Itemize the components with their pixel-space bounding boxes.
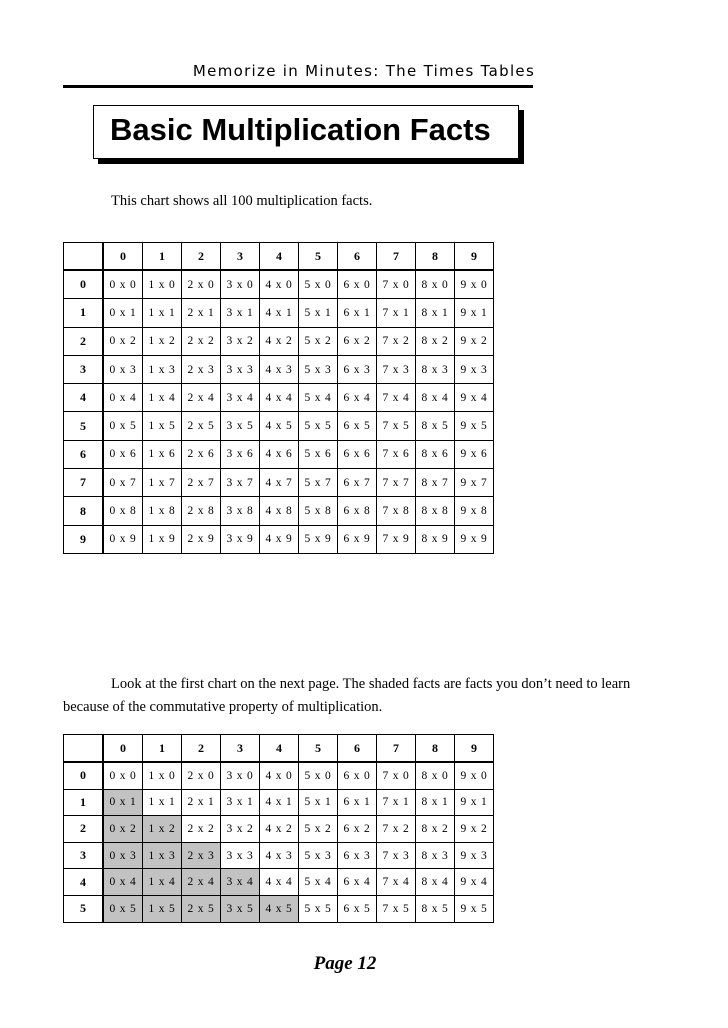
fact-cell: 7 x 6 xyxy=(377,441,416,469)
table-row xyxy=(64,843,493,870)
table-row xyxy=(64,299,493,327)
fact-cell: 5 x 1 xyxy=(299,299,338,327)
fact-cell: 1 x 7 xyxy=(143,469,182,497)
fact-cell: 4 x 2 xyxy=(260,816,299,843)
fact-cell: 5 x 7 xyxy=(299,469,338,497)
shaded-fact-cell: 3 x 5 xyxy=(221,896,260,922)
fact-cell: 3 x 4 xyxy=(221,384,260,412)
fact-cell: 8 x 4 xyxy=(416,869,455,896)
fact-cell: 0 x 0 xyxy=(104,271,143,299)
fact-cell: 6 x 3 xyxy=(338,843,377,870)
fact-cell: 3 x 6 xyxy=(221,441,260,469)
table-row xyxy=(64,469,493,497)
row-header: 6 xyxy=(64,441,104,469)
table-row xyxy=(64,497,493,525)
fact-cell: 3 x 1 xyxy=(221,790,260,817)
table-row xyxy=(64,896,493,922)
fact-cell: 9 x 1 xyxy=(455,790,493,817)
fact-cell: 5 x 6 xyxy=(299,441,338,469)
fact-cell: 6 x 5 xyxy=(338,896,377,922)
page-number: Page 12 xyxy=(313,953,377,974)
table-row xyxy=(64,441,493,469)
fact-cell: 0 x 1 xyxy=(104,299,143,327)
fact-cell: 2 x 0 xyxy=(182,763,221,790)
fact-cell: 3 x 7 xyxy=(221,469,260,497)
table-row xyxy=(64,816,493,843)
fact-cell: 3 x 2 xyxy=(221,816,260,843)
explanation-paragraph xyxy=(63,673,663,719)
fact-cell: 1 x 1 xyxy=(143,790,182,817)
fact-cell: 8 x 8 xyxy=(416,497,455,525)
fact-cell: 4 x 8 xyxy=(260,497,299,525)
row-header: 2 xyxy=(64,816,104,843)
row-header: 4 xyxy=(64,384,104,412)
fact-cell: 3 x 1 xyxy=(221,299,260,327)
fact-cell: 0 x 9 xyxy=(104,526,143,553)
fact-cell: 8 x 2 xyxy=(416,816,455,843)
fact-cell: 2 x 7 xyxy=(182,469,221,497)
multiplication-table-shaded xyxy=(63,734,494,923)
row-header: 4 xyxy=(64,869,104,896)
fact-cell: 6 x 7 xyxy=(338,469,377,497)
fact-cell: 5 x 4 xyxy=(299,384,338,412)
fact-cell: 6 x 8 xyxy=(338,497,377,525)
fact-cell: 2 x 0 xyxy=(182,271,221,299)
row-header: 7 xyxy=(64,469,104,497)
table-row xyxy=(64,869,493,896)
column-header: 6 xyxy=(338,735,377,763)
fact-cell: 7 x 9 xyxy=(377,526,416,553)
explanation-text: Look at the first chart on the next page. The shaded facts are facts you don’t need to learn because of the commutative property of multiplication. xyxy=(63,676,631,715)
fact-cell: 7 x 2 xyxy=(377,328,416,356)
column-header: 5 xyxy=(299,735,338,763)
intro-text: This chart shows all 100 multiplication facts. xyxy=(111,193,373,209)
fact-cell: 0 x 6 xyxy=(104,441,143,469)
table-row xyxy=(64,763,493,790)
column-header: 4 xyxy=(260,243,299,271)
fact-cell: 1 x 4 xyxy=(143,384,182,412)
fact-cell: 6 x 4 xyxy=(338,869,377,896)
fact-cell: 3 x 0 xyxy=(221,763,260,790)
fact-cell: 7 x 2 xyxy=(377,816,416,843)
table-row xyxy=(64,271,493,299)
fact-cell: 4 x 0 xyxy=(260,271,299,299)
fact-cell: 8 x 9 xyxy=(416,526,455,553)
table-row xyxy=(64,526,493,553)
fact-cell: 4 x 6 xyxy=(260,441,299,469)
fact-cell: 8 x 6 xyxy=(416,441,455,469)
row-header: 3 xyxy=(64,843,104,870)
corner-cell xyxy=(64,243,104,271)
fact-cell: 1 x 6 xyxy=(143,441,182,469)
fact-cell: 7 x 1 xyxy=(377,299,416,327)
row-header: 1 xyxy=(64,790,104,817)
fact-cell: 2 x 1 xyxy=(182,790,221,817)
fact-cell: 7 x 3 xyxy=(377,356,416,384)
column-header: 0 xyxy=(104,243,143,271)
fact-cell: 9 x 5 xyxy=(460,902,488,915)
shaded-fact-cell: 2 x 3 xyxy=(182,843,221,870)
table-row xyxy=(64,356,493,384)
fact-cell: 3 x 5 xyxy=(221,412,260,440)
fact-cell: 5 x 1 xyxy=(299,790,338,817)
column-header-row xyxy=(64,243,493,271)
fact-cell: 8 x 1 xyxy=(416,790,455,817)
fact-cell: 1 x 8 xyxy=(143,497,182,525)
fact-cell: 2 x 9 xyxy=(182,526,221,553)
fact-cell: 4 x 7 xyxy=(260,469,299,497)
page-title: Basic Multiplication Facts xyxy=(110,112,491,147)
fact-cell: 4 x 0 xyxy=(260,763,299,790)
row-header: 0 xyxy=(64,763,104,790)
fact-cell: 2 x 6 xyxy=(182,441,221,469)
fact-cell: 0 x 0 xyxy=(104,763,143,790)
fact-cell: 5 x 2 xyxy=(299,816,338,843)
fact-cell: 7 x 4 xyxy=(377,384,416,412)
shaded-fact-cell: 0 x 5 xyxy=(104,896,143,922)
fact-cell: 5 x 3 xyxy=(299,356,338,384)
fact-cell: 4 x 9 xyxy=(260,526,299,553)
column-header: 9 xyxy=(455,735,493,763)
table-row xyxy=(64,328,493,356)
fact-cell: 6 x 4 xyxy=(338,384,377,412)
table-row xyxy=(64,384,493,412)
fact-cell: 8 x 4 xyxy=(416,384,455,412)
row-header: 8 xyxy=(64,497,104,525)
table-row xyxy=(64,412,493,440)
fact-cell: 4 x 1 xyxy=(260,299,299,327)
fact-cell: 8 x 0 xyxy=(416,271,455,299)
fact-cell: 6 x 0 xyxy=(338,763,377,790)
column-header: 3 xyxy=(221,735,260,763)
fact-cell: 3 x 9 xyxy=(221,526,260,553)
fact-cell: 2 x 5 xyxy=(182,412,221,440)
fact-cell: 4 x 5 xyxy=(260,412,299,440)
fact-cell: 5 x 0 xyxy=(299,271,338,299)
fact-cell: 1 x 0 xyxy=(143,763,182,790)
fact-cell: 5 x 8 xyxy=(299,497,338,525)
fact-cell: 9 x 0 xyxy=(455,271,493,299)
fact-cell: 7 x 3 xyxy=(377,843,416,870)
fact-cell: 7 x 0 xyxy=(377,271,416,299)
shaded-fact-cell: 1 x 5 xyxy=(143,896,182,922)
column-header: 5 xyxy=(299,243,338,271)
fact-cell: 1 x 2 xyxy=(143,328,182,356)
fact-cell: 4 x 4 xyxy=(260,869,299,896)
row-header: 5 xyxy=(64,896,104,922)
fact-cell: 2 x 1 xyxy=(182,299,221,327)
row-header: 9 xyxy=(64,526,104,553)
column-header: 9 xyxy=(455,243,493,271)
fact-cell: 3 x 8 xyxy=(221,497,260,525)
fact-cell: 2 x 3 xyxy=(182,356,221,384)
shaded-fact-cell: 2 x 5 xyxy=(182,896,221,922)
row-header: 1 xyxy=(64,299,104,327)
column-header: 8 xyxy=(416,735,455,763)
shaded-fact-cell: 0 x 3 xyxy=(104,843,143,870)
column-header: 1 xyxy=(143,243,182,271)
fact-cell: 1 x 0 xyxy=(143,271,182,299)
fact-cell: 9 x 6 xyxy=(455,441,493,469)
fact-cell: 3 x 0 xyxy=(221,271,260,299)
shaded-fact-cell: 0 x 4 xyxy=(104,869,143,896)
fact-cell: 3 x 3 xyxy=(221,843,260,870)
column-header: 2 xyxy=(182,243,221,271)
row-header: 5 xyxy=(64,412,104,440)
fact-cell: 9 x 1 xyxy=(455,299,493,327)
shaded-fact-cell: 3 x 4 xyxy=(221,869,260,896)
fact-cell: 9 x 4 xyxy=(455,869,493,896)
shaded-fact-cell: 2 x 4 xyxy=(182,869,221,896)
fact-cell: 7 x 1 xyxy=(377,790,416,817)
fact-cell: 5 x 3 xyxy=(299,843,338,870)
fact-cell: 8 x 5 xyxy=(416,896,455,922)
fact-cell: 9 x 7 xyxy=(455,469,493,497)
fact-cell: 6 x 0 xyxy=(338,271,377,299)
fact-cell: 4 x 2 xyxy=(260,328,299,356)
fact-cell: 8 x 3 xyxy=(416,843,455,870)
shaded-fact-cell: 1 x 2 xyxy=(143,816,182,843)
fact-cell: 0 x 5 xyxy=(104,412,143,440)
fact-cell: 1 x 1 xyxy=(143,299,182,327)
shaded-fact-cell: 1 x 3 xyxy=(143,843,182,870)
fact-cell: 9 x 0 xyxy=(455,763,493,790)
fact-cell: 0 x 4 xyxy=(104,384,143,412)
fact-cell: 9 x 3 xyxy=(455,843,493,870)
fact-cell: 6 x 1 xyxy=(338,790,377,817)
shaded-fact-cell: 0 x 1 xyxy=(104,790,143,817)
fact-cell: 9 x 8 xyxy=(455,497,493,525)
fact-cell: 5 x 4 xyxy=(299,869,338,896)
fact-cell: 9 x 2 xyxy=(455,328,493,356)
fact-cell: 9 x 4 xyxy=(455,384,493,412)
fact-cell: 2 x 2 xyxy=(182,328,221,356)
fact-cell: 6 x 6 xyxy=(338,441,377,469)
fact-cell: 6 x 3 xyxy=(338,356,377,384)
header-rule xyxy=(63,85,533,88)
running-header: Memorize in Minutes: The Times Tables xyxy=(192,62,536,80)
title-box xyxy=(93,105,519,159)
fact-cell: 2 x 2 xyxy=(182,816,221,843)
fact-cell: 7 x 0 xyxy=(377,763,416,790)
column-header: 7 xyxy=(377,243,416,271)
column-header-row xyxy=(64,735,493,763)
multiplication-table-full xyxy=(63,242,494,554)
fact-cell: 7 x 4 xyxy=(377,869,416,896)
fact-cell: 7 x 8 xyxy=(377,497,416,525)
fact-cell: 6 x 1 xyxy=(338,299,377,327)
fact-cell: 1 x 3 xyxy=(143,356,182,384)
fact-cell: 5 x 2 xyxy=(299,328,338,356)
shaded-fact-cell: 1 x 4 xyxy=(143,869,182,896)
fact-cell: 1 x 9 xyxy=(143,526,182,553)
fact-cell: 9 x 2 xyxy=(455,816,493,843)
fact-cell: 8 x 7 xyxy=(416,469,455,497)
fact-cell: 4 x 1 xyxy=(260,790,299,817)
fact-cell: 1 x 5 xyxy=(143,412,182,440)
fact-cell: 0 x 3 xyxy=(104,356,143,384)
corner-cell xyxy=(64,735,104,763)
column-header: 0 xyxy=(104,735,143,763)
row-header: 3 xyxy=(64,356,104,384)
fact-cell: 6 x 5 xyxy=(338,412,377,440)
fact-cell: 5 x 5 xyxy=(299,412,338,440)
fact-cell: 5 x 0 xyxy=(299,763,338,790)
fact-cell: 4 x 3 xyxy=(260,843,299,870)
fact-cell: 4 x 3 xyxy=(260,356,299,384)
column-header: 6 xyxy=(338,243,377,271)
fact-cell: 8 x 0 xyxy=(416,763,455,790)
fact-cell: 0 x 2 xyxy=(104,328,143,356)
fact-cell: 0 x 7 xyxy=(104,469,143,497)
fact-cell: 6 x 2 xyxy=(338,816,377,843)
fact-cell: 5 x 5 xyxy=(299,896,338,922)
fact-cell: 2 x 4 xyxy=(182,384,221,412)
column-header: 2 xyxy=(182,735,221,763)
shaded-fact-cell: 0 x 2 xyxy=(104,816,143,843)
fact-cell: 5 x 9 xyxy=(299,526,338,553)
shaded-fact-cell: 4 x 5 xyxy=(260,896,299,922)
fact-cell: 9 x 3 xyxy=(455,356,493,384)
fact-cell: 4 x 4 xyxy=(260,384,299,412)
fact-cell: 7 x 7 xyxy=(377,469,416,497)
column-header: 1 xyxy=(143,735,182,763)
column-header: 7 xyxy=(377,735,416,763)
fact-cell: 6 x 9 xyxy=(338,526,377,553)
table-row xyxy=(64,790,493,817)
fact-cell: 6 x 2 xyxy=(338,328,377,356)
fact-cell: 8 x 2 xyxy=(416,328,455,356)
column-header: 4 xyxy=(260,735,299,763)
fact-cell: 7 x 5 xyxy=(377,896,416,922)
fact-cell: 9 x 9 xyxy=(460,533,488,546)
fact-cell: 2 x 8 xyxy=(182,497,221,525)
fact-cell: 3 x 3 xyxy=(221,356,260,384)
fact-cell: 7 x 5 xyxy=(377,412,416,440)
fact-cell: 0 x 8 xyxy=(104,497,143,525)
column-header: 3 xyxy=(221,243,260,271)
fact-cell: 3 x 2 xyxy=(221,328,260,356)
fact-cell: 9 x 5 xyxy=(455,412,493,440)
column-header: 8 xyxy=(416,243,455,271)
fact-cell: 8 x 1 xyxy=(416,299,455,327)
fact-cell: 8 x 3 xyxy=(416,356,455,384)
row-header: 0 xyxy=(64,271,104,299)
fact-cell: 8 x 5 xyxy=(416,412,455,440)
row-header: 2 xyxy=(64,328,104,356)
